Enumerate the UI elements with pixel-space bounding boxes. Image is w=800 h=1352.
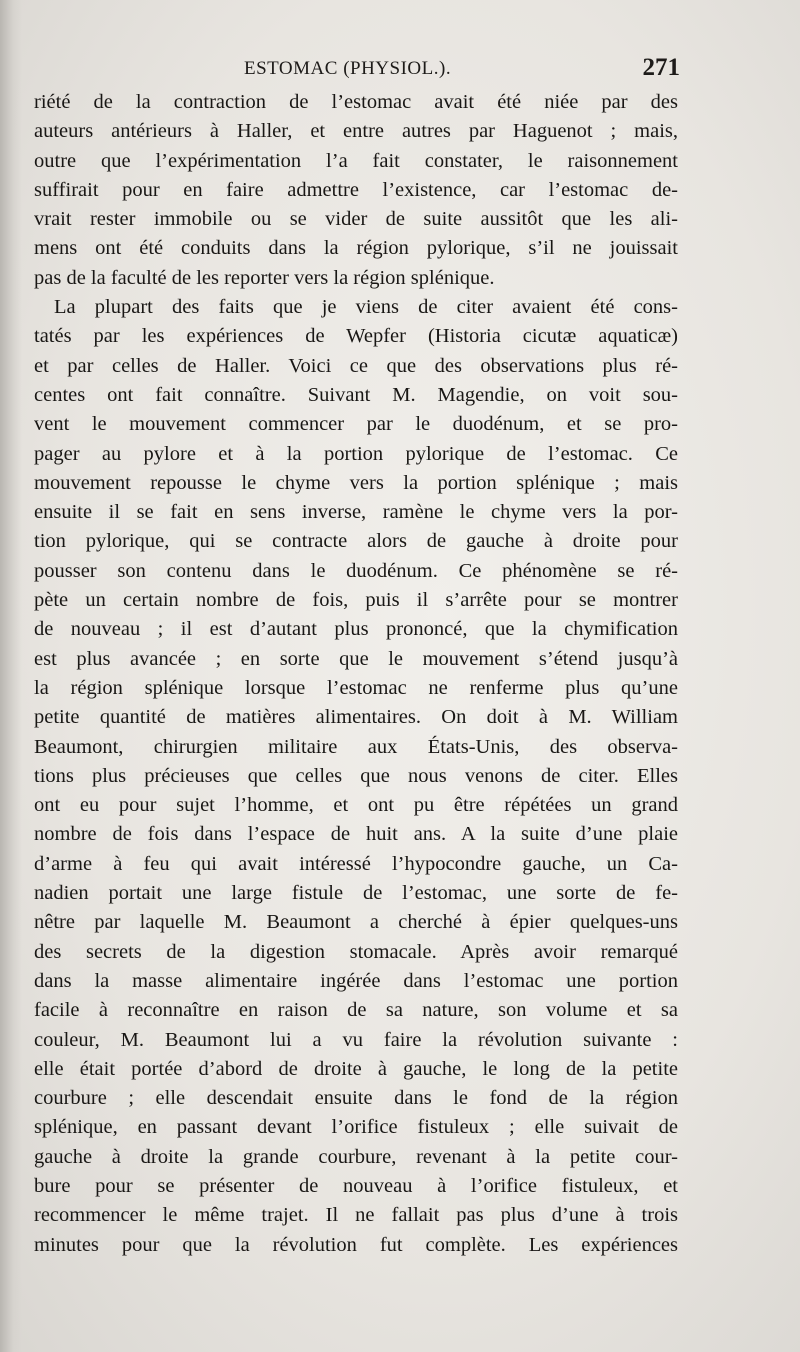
text-line: courbure ; elle descendait ensuite dans le fond de la région [34, 1087, 678, 1110]
text-line: suffirait pour en faire admettre l’existence, car l’estomac de- [34, 178, 678, 201]
text-line: pager au pylore et à la portion pylorique de l’estomac. Ce [34, 442, 678, 465]
text-line: riété de la contraction de l’estomac avait été niée par des [34, 91, 678, 113]
text-line: splénique, en passant devant l’orifice fistuleux ; elle suivait de [34, 1116, 678, 1139]
text-line: auteurs antérieurs à Haller, et entre autres par Haguenot ; mais, [34, 120, 678, 143]
page-header [36, 54, 680, 88]
text-line: mens ont été conduits dans la région pylorique, s’il ne jouissait [34, 237, 678, 260]
text-line: vent le mouvement commencer par le duodénum, et se pro- [34, 413, 678, 436]
text-line: elle était portée d’abord de droite à gauche, le long de la petite [34, 1057, 678, 1080]
text-line: de nouveau ; il est d’autant plus prononcé, que la chymification [34, 618, 678, 641]
text-line: recommencer le même trajet. Il ne fallait pas plus d’une à trois [34, 1204, 678, 1227]
text-line: ensuite il se fait en sens inverse, ramène le chyme vers la por- [34, 501, 678, 524]
text-line: gauche à droite la grande courbure, revenant à la petite cour- [34, 1145, 678, 1168]
text-line: La plupart des faits que je viens de citer avaient été cons- [54, 296, 678, 319]
text-line: pas de la faculté de les reporter vers la région splénique. [34, 266, 495, 289]
text-line: nadien portait une large fistule de l’estomac, une sorte de fe- [34, 882, 678, 905]
text-line: couleur, M. Beaumont lui a vu faire la révolution suivante : [34, 1028, 678, 1051]
text-line: dans la masse alimentaire ingérée dans l’estomac une portion [34, 969, 678, 992]
text-line: minutes pour que la révolution fut complète. Les expériences [34, 1233, 678, 1256]
text-line: la région splénique lorsque l’estomac ne renferme plus qu’une [34, 676, 678, 699]
text-line: outre que l’expérimentation l’a fait constater, le raisonnement [34, 149, 678, 172]
text-line: nêtre par laquelle M. Beaumont a cherché à épier quelques-uns [34, 911, 678, 934]
text-line: petite quantité de matières alimentaires. On doit à M. William [34, 706, 678, 729]
text-line: facile à reconnaître en raison de sa nature, son volume et sa [34, 999, 678, 1022]
body-text [34, 88, 678, 1260]
text-line: mouvement repousse le chyme vers la portion splénique ; mais [34, 471, 678, 494]
text-line: est plus avancée ; en sorte que le mouvement s’étend jusqu’à [34, 647, 678, 670]
text-line: nombre de fois dans l’espace de huit ans. A la suite d’une plaie [34, 823, 678, 846]
binding-shadow [0, 0, 22, 1352]
page-number: 271 [642, 54, 680, 81]
text-line: tatés par les expériences de Wepfer (Historia cicutæ aquaticæ) [34, 325, 678, 348]
text-line: des secrets de la digestion stomacale. Après avoir remarqué [34, 940, 678, 963]
text-line: bure pour se présenter de nouveau à l’orifice fistuleux, et [34, 1174, 678, 1197]
text-line: ont eu pour sujet l’homme, et ont pu être répétées un grand [34, 794, 678, 817]
running-title: ESTOMAC (PHYSIOL.). [244, 58, 452, 79]
text-line: tions plus précieuses que celles que nous venons de citer. Elles [34, 764, 678, 787]
text-line: pète un certain nombre de fois, puis il s’arrête pour se montrer [34, 589, 678, 612]
text-line: vrait rester immobile ou se vider de suite aussitôt que les ali- [34, 208, 678, 231]
text-line: d’arme à feu qui avait intéressé l’hypocondre gauche, un Ca- [34, 852, 678, 875]
text-line: tion pylorique, qui se contracte alors de gauche à droite pour [34, 530, 678, 553]
text-line: pousser son contenu dans le duodénum. Ce phénomène se ré- [34, 559, 678, 582]
text-line: et par celles de Haller. Voici ce que des observations plus ré- [34, 354, 678, 377]
text-line: centes ont fait connaître. Suivant M. Magendie, on voit sou- [34, 383, 678, 406]
text-line: Beaumont, chirurgien militaire aux États-Unis, des observa- [34, 735, 678, 758]
